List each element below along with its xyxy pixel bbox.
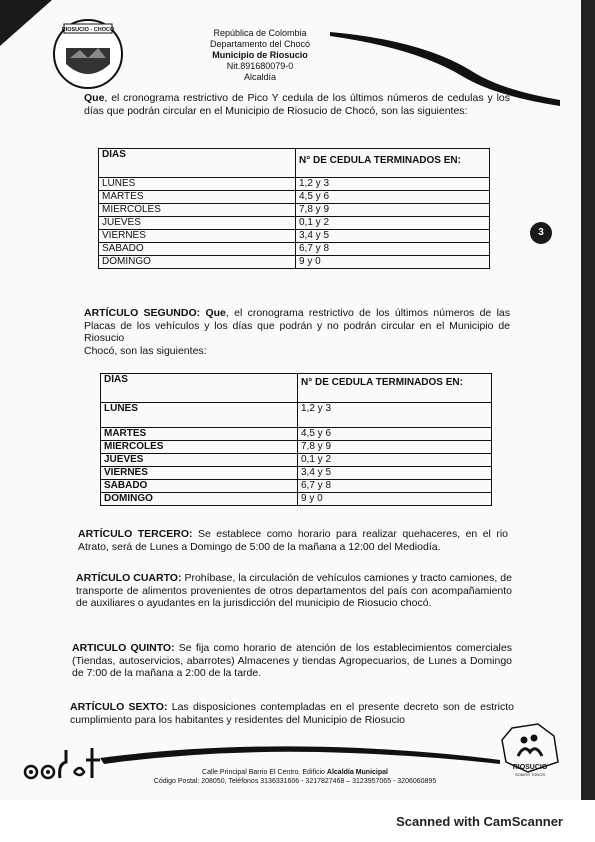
article-2-paragraph [84, 307, 510, 357]
table-header-cell: DÍAS [101, 374, 298, 403]
riosucio-logo-tagline: SOMOS TODOS [514, 772, 546, 777]
article-5-text: Se fija como horario de atención de los establecimientos comerciales (Tiendas, autoservicios, abarrotes) Almacenes y tiendas Agropecuarios, de Lunes a Domingo de 7:00 de la mañana a 2:00 de la tarde. [72, 642, 512, 679]
table-row [101, 493, 492, 506]
table-cell: LUNES [99, 178, 296, 191]
table-cell: 7,8 y 9 [296, 204, 490, 217]
table-cell: SABADO [99, 243, 296, 256]
footer-line-2: Código Postal: 208050, Teléfonos 3136331606 - 3217827468 – 3123957065 - 3206060895 [153, 778, 437, 785]
table-cell: MARTES [99, 191, 296, 204]
article-4-paragraph [76, 572, 512, 610]
table-cell: 3,4 y 5 [298, 467, 492, 480]
crest-top-text: RIOSUCIO - CHOCÓ [61, 27, 115, 33]
table-header-row [99, 149, 490, 178]
riosucio-logo [498, 722, 562, 783]
scan-edge-shadow [581, 0, 595, 800]
municipal-crest-icon [52, 18, 124, 90]
table-cell: 0,1 y 2 [296, 217, 490, 230]
table-row [99, 204, 490, 217]
intro-text: , el cronograma restrictivo de Pico Y cedula de los últimos números de cedulas y los días que podrán circular en el Municipio de Riosucio de Chocó, son las siguientes: [84, 92, 510, 117]
table-cell: MARTES [101, 428, 298, 441]
cedula-schedule-table [98, 148, 490, 269]
table-row [101, 403, 492, 428]
table-cell: MIERCOLES [101, 441, 298, 454]
table-row [99, 230, 490, 243]
letterhead [190, 28, 330, 83]
intro-paragraph [84, 92, 510, 117]
footer-address [130, 768, 460, 786]
table-cell: DOMINGO [99, 256, 296, 269]
camscanner-watermark: Scanned with CamScanner [396, 814, 563, 829]
table-row [101, 428, 492, 441]
table-cell: VIERNES [101, 467, 298, 480]
table-cell: JUEVES [101, 454, 298, 467]
letterhead-line-1: República de Colombia [213, 28, 307, 38]
table-cell: JUEVES [99, 217, 296, 230]
table-cell: 0,1 y 2 [298, 454, 492, 467]
table-cell: 1,2 y 3 [298, 403, 492, 428]
table-cell: 3,4 y 5 [296, 230, 490, 243]
table-row [101, 441, 492, 454]
table-header-row [101, 374, 492, 403]
riosucio-logo-name: RIOSUCIO [512, 764, 548, 771]
table-cell: MIERCOLES [99, 204, 296, 217]
article-4-title: ARTÍCULO CUARTO: [76, 572, 182, 584]
odet-logo [22, 742, 106, 789]
article-5-title: ARTICULO QUINTO: [72, 642, 175, 654]
table-row [101, 454, 492, 467]
article-6-title: ARTÍCULO SEXTO: [70, 701, 168, 713]
intro-lead: Que [84, 92, 105, 104]
table-cell: LUNES [101, 403, 298, 428]
table-cell: 6,7 y 8 [298, 480, 492, 493]
table-row [99, 191, 490, 204]
article-3-paragraph [78, 528, 508, 553]
table-row [99, 256, 490, 269]
table-row [99, 243, 490, 256]
article-6-paragraph [70, 701, 514, 726]
table-row [101, 480, 492, 493]
article-2-lead: Que [200, 307, 226, 319]
table-row [99, 178, 490, 191]
page-number-badge: 3 [530, 222, 552, 244]
table-cell: VIERNES [99, 230, 296, 243]
footer-line-1: Calle Principal Barrio El Centro. Edificio [202, 769, 327, 776]
article-2-text: , el cronograma restrictivo de los últimos números de las Placas de los vehículos y los días que podrán y no podrán circular en el Municipio de Riosucio [84, 307, 510, 344]
article-5-paragraph [72, 642, 512, 680]
table-header-cell: DÍAS [99, 149, 296, 178]
table-header-cell: N° DE CEDULA TERMINADOS EN: [298, 374, 492, 403]
table-cell: 4,5 y 6 [298, 428, 492, 441]
article-3-text: Se establece como horario para realizar quehaceres, en el rio Atrato, será de Lunes a Domingo de 5:00 de la mañana a 12:00 del Mediodía. [78, 528, 509, 553]
letterhead-line-4: Nit.891680079-0 [226, 61, 294, 71]
article-2-text-2: Chocó, son las siguientes: [84, 344, 207, 357]
article-3-title: ARTÍCULO TERCERO: [78, 528, 193, 540]
table-cell: 7,8 y 9 [298, 441, 492, 454]
table-cell: 9 y 0 [298, 493, 492, 506]
table-header-cell: N° DE CEDULA TERMINADOS EN: [296, 149, 490, 178]
table-cell: 9 y 0 [296, 256, 490, 269]
plate-schedule-table [100, 373, 492, 506]
letterhead-line-5: Alcaldía [243, 72, 277, 82]
article-6-text: Las disposiciones contempladas en el presente decreto son de estricto cumplimiento para los habitantes y residentes del Municipio de Riosucio [70, 701, 515, 726]
table-cell: SABADO [101, 480, 298, 493]
footer-swoosh [100, 738, 500, 772]
table-cell: DOMINGO [101, 493, 298, 506]
footer-line-1-bold: Alcaldía Municipal [326, 769, 388, 776]
letterhead-line-3: Municipio de Riosucio [212, 50, 308, 60]
article-4-text: Prohíbase, la circulación de vehículos camiones y tracto camiones, de transporte de alimentos provenientes de otros departamentos del país con acompañamiento de auxiliares o ayudantes en la jurisdicción del municipio de Riosucio chocó. [76, 572, 512, 609]
table-cell: 6,7 y 8 [296, 243, 490, 256]
table-row [99, 217, 490, 230]
letterhead-line-2: Departamento del Chocó [209, 39, 311, 49]
crest-year: 1516 [72, 74, 84, 80]
article-2-title: ARTÍCULO SEGUNDO: [84, 307, 201, 319]
table-cell: 4,5 y 6 [296, 191, 490, 204]
table-row [101, 467, 492, 480]
table-cell: 1,2 y 3 [296, 178, 490, 191]
